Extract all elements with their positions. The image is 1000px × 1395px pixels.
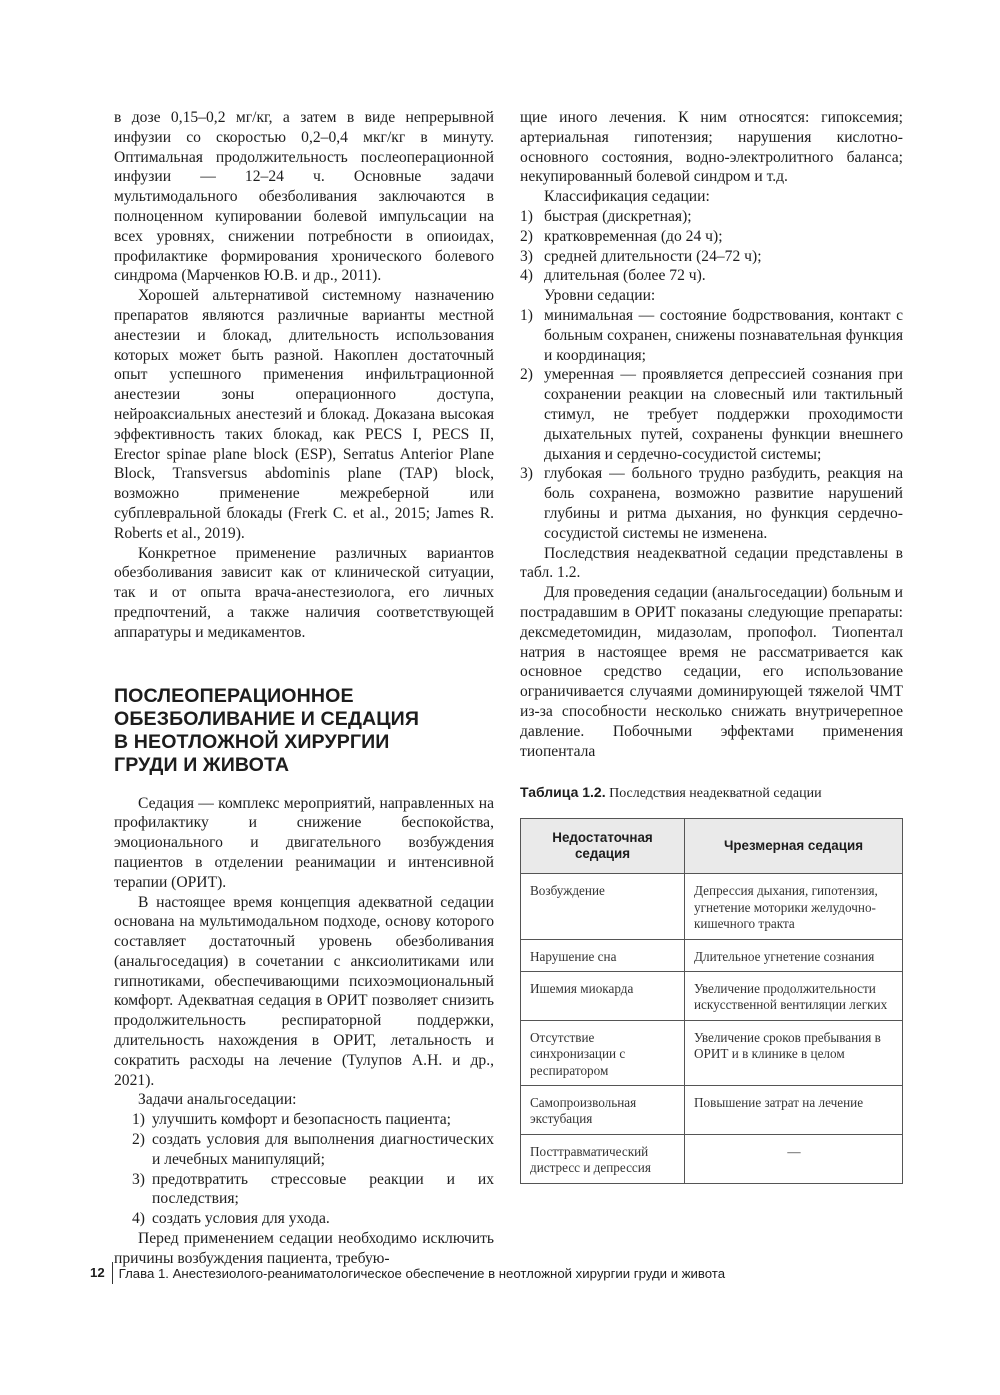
list-number: 3) <box>520 247 533 265</box>
running-title: Глава 1. Анестезиолого-реаниматологическое обеспечение в неотложной хирургии груди и живота <box>118 1265 726 1281</box>
list-item <box>114 1130 494 1170</box>
list-item <box>114 1170 494 1210</box>
table-cell: — <box>685 1134 903 1183</box>
sedation-table <box>520 818 903 1183</box>
list-number: 3) <box>132 1170 145 1188</box>
table-cell: Увеличение сроков пребывания в ОРИТ и в клинике в целом <box>685 1020 903 1085</box>
list-number: 2) <box>520 227 533 245</box>
table-header-cell: Недостаточная седация <box>521 819 685 874</box>
list-text: глубокая — больного трудно разбудить, реакция на боль сохранена, возможно развитие нарушений глубины и ритма дыхания, но функция сердечно-сосудистой системы не изменена. <box>544 465 903 542</box>
table-cell: Депрессия дыхания, гипотензия, угнетение моторики желудочно-кишечного тракта <box>685 874 903 939</box>
list-item <box>520 306 903 365</box>
list-text: предотвратить стрессовые реакции и их последствия; <box>152 1170 494 1208</box>
paragraph: Последствия неадекватной седации представлены в табл. 1.2. <box>520 544 903 582</box>
list-number: 3) <box>520 465 533 483</box>
table-cell: Увеличение продолжительности искусственной вентиляции легких <box>685 971 903 1020</box>
table-cell: Самопроизвольная экстубация <box>521 1085 685 1134</box>
list-label: Задачи анальгоседации: <box>138 1091 297 1109</box>
list-number: 2) <box>520 366 533 384</box>
list-item <box>520 227 903 247</box>
table-row <box>521 971 903 1020</box>
classification-list <box>520 207 903 286</box>
table-caption-label: Таблица 1.2. <box>520 784 606 801</box>
section-heading-line: ГРУДИ И ЖИВОТА <box>114 753 290 776</box>
paragraph: Перед применением седации необходимо исключить причины возбуждения пациента, требую- <box>114 1230 494 1267</box>
list-label: Классификация седации: <box>544 188 710 206</box>
list-number: 1) <box>520 207 533 225</box>
table-cell: Отсутствие синхронизации с респиратором <box>521 1020 685 1085</box>
list-number: 4) <box>132 1210 145 1228</box>
paragraph: в дозе 0,15–0,2 мг/кг, а затем в виде непрерывной инфузии со скоростью 0,2–0,4 мкг/кг в минуту. Оптимальная продолжительность послеоперационной инфузии — 12–24 ч. Основные задачи мультимодального обезболивания заключаются в полноценном купировании болевой импульсации на всех уровнях, снижении потребности в опиоидах, профилактике формирования хронического болевого синдрома (Марченков Ю.В. и др., 2011). <box>114 109 494 285</box>
list-text: быстрая (дискретная); <box>544 207 692 225</box>
list-item <box>520 365 903 464</box>
paragraph: щие иного лечения. К ним относятся: гипоксемия; артериальная гипотензия; нарушения кислотно-основного состояния, водно-электролитного баланса; некупированный болевой синдром и т.д. <box>520 109 903 186</box>
table-row <box>521 874 903 939</box>
table-caption <box>520 783 903 803</box>
table-cell: Ишемия миокарда <box>521 971 685 1020</box>
table-cell: Посттравматический дистресс и депрессия <box>521 1134 685 1183</box>
table-caption-text: Последствия неадекватной седации <box>609 786 822 802</box>
list-text: улучшить комфорт и безопасность пациента; <box>152 1111 451 1129</box>
section-heading-line: В НЕОТЛОЖНОЙ ХИРУРГИИ <box>114 730 390 753</box>
list-text: минимальная — состояние бодрствования, контакт с больным сохранен, снижены познавательная функция и координация; <box>544 306 903 364</box>
section-heading-line: ОБЕЗБОЛИВАНИЕ И СЕДАЦИЯ <box>114 707 420 730</box>
list-text: средней длительности (24–72 ч); <box>544 247 762 265</box>
list-number: 2) <box>132 1131 145 1149</box>
table-row <box>521 1134 903 1183</box>
list-item <box>520 464 903 543</box>
section-heading-line: ПОСЛЕОПЕРАЦИОННОЕ <box>114 684 354 707</box>
list-number: 1) <box>520 306 533 324</box>
paragraph: Седация — комплекс мероприятий, направленных на профилактику и снижение беспокойства, эмоционального и двигательного возбуждения пациентов в отделении реанимации и интенсивной терапии (ОРИТ). <box>114 794 494 891</box>
page-number: 12 <box>90 1262 113 1284</box>
list-text: умеренная — проявляется депрессией сознания при сохранении реакции на словесный или тактильный стимул, не требует поддержки проходимости дыхательных путей, сохранены функции внешнего дыхания и сердечно-сосудистой системы; <box>544 366 903 463</box>
table-cell: Нарушение сна <box>521 939 685 971</box>
list-text: длительная (более 72 ч). <box>544 267 706 285</box>
list-item <box>114 1110 494 1130</box>
page-footer <box>90 1262 725 1284</box>
list-item <box>520 247 903 267</box>
levels-list <box>520 306 903 544</box>
table-cell: Возбуждение <box>521 874 685 939</box>
table-cell: Длительное угнетение сознания <box>685 939 903 971</box>
list-number: 1) <box>132 1111 145 1129</box>
right-column <box>520 108 903 1184</box>
list-text: кратковременная (до 24 ч); <box>544 227 723 245</box>
paragraph: Хорошей альтернативой системному назначению препаратов являются различные варианты местной анестезии и блокад, длительность использования которых может быть разной. Накоплен достаточный опыт успешного применения инфильтрационной анестезии зоны операционного доступа, нейроаксиальных анестезий и блокад. Доказана высокая эффективность таких блокад, как PECS I, PECS II, Erector spinae plane block (ESP), Serratus Anterior Plane Block, Transversus abdominis plane (TAP) block, возможно применение межреберной или субплевральной блокады (Frerk C. et al., 2015; James R. Roberts et al., 2019). <box>114 287 494 542</box>
list-item <box>114 1209 494 1229</box>
tasks-list <box>114 1110 494 1229</box>
table-header-cell: Чрезмерная седация <box>685 819 903 874</box>
list-label: Уровни седации: <box>544 287 656 305</box>
table-row <box>521 1085 903 1134</box>
paragraph: Для проведения седации (анальгоседации) больным и пострадавшим в ОРИТ показаны следующие препараты: дексмедетомидин, мидазолам, пропофол. Тиопентал натрия в настоящее время не рассматривается как основное средство седации, его использование ограничивается случаями доминирующей тяжелой ЧМТ из-за способности несколько снижать внутричерепное давление. Побочными эффектами применения тиопентала <box>520 584 903 760</box>
section-heading <box>114 685 494 777</box>
paragraph: В настоящее время концепция адекватной седации основана на мультимодальном подходе, основу которого составляет достаточный уровень обезболивания (анальгоседация) в сочетании с анксиолитиками или гипнотиками, обеспечивающими психоэмоциональный комфорт. Адекватная седация в ОРИТ позволяет снизить продолжительность респираторной поддержки, длительность нахождения в ОРИТ, летальность и сократить расходы на лечение (Тулупов А.Н. и др., 2021). <box>114 893 494 1089</box>
list-number: 4) <box>520 267 533 285</box>
table-header-row <box>521 819 903 874</box>
list-text: создать условия для ухода. <box>152 1210 330 1228</box>
left-column <box>114 108 494 1269</box>
paragraph: Конкретное применение различных вариантов обезболивания зависит как от клинической ситуации, так и от опыта врача-анестезиолога, его личных предпочтений, а также наличия соответствующей аппаратуры и медикаментов. <box>114 544 494 641</box>
table-cell: Повышение затрат на лечение <box>685 1085 903 1134</box>
table-row <box>521 1020 903 1085</box>
list-text: создать условия для выполнения диагностических и лечебных манипуляций; <box>152 1131 494 1168</box>
table-row <box>521 939 903 971</box>
list-item <box>520 207 903 227</box>
list-item <box>520 266 903 286</box>
